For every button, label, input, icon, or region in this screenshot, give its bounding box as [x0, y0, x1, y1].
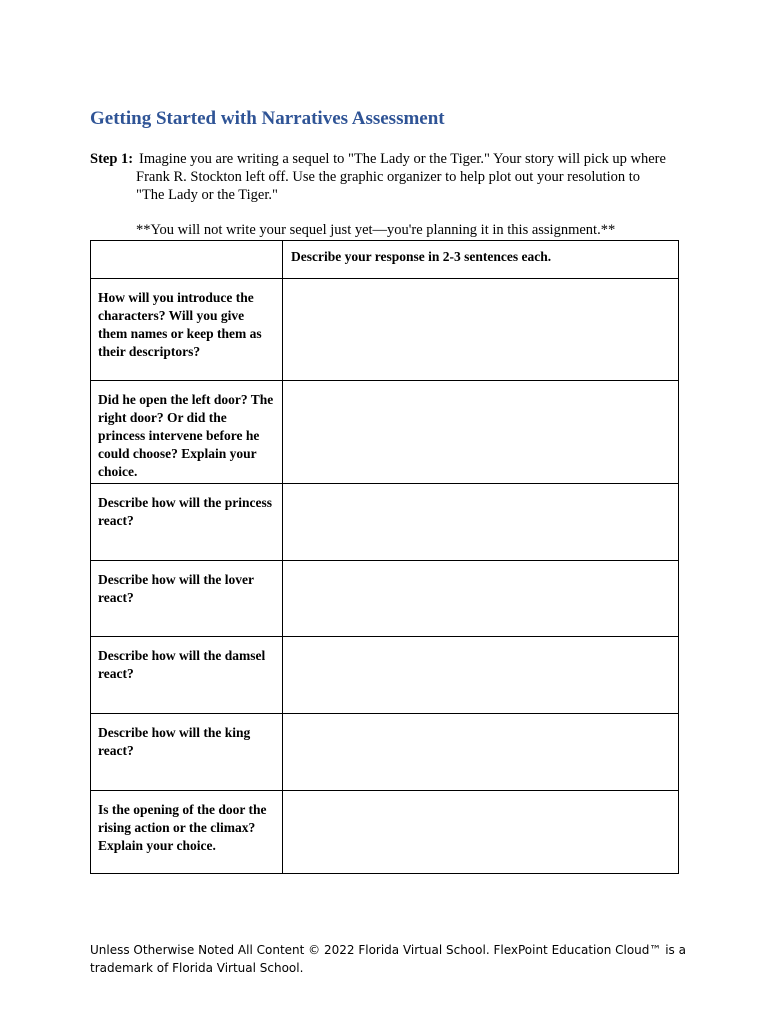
- header-left-cell: [91, 241, 283, 279]
- step-label: Step 1:: [90, 151, 134, 167]
- table-row: [91, 279, 679, 381]
- copyright-footer: Unless Otherwise Noted All Content © 2022 Florida Virtual School. FlexPoint Education Cloud™ is a trademark of Florida Virtual School.: [90, 943, 686, 975]
- question-cell: Describe how will the princess react?: [91, 484, 283, 561]
- graphic-organizer-table: [90, 240, 679, 874]
- question-cell: How will you introduce the characters? Will you give them names or keep them as their descriptors?: [91, 279, 283, 381]
- table-row: [91, 714, 679, 791]
- response-cell[interactable]: [283, 561, 679, 637]
- assignment-note: **You will not write your sequel just yet—you're planning it in this assignment.**: [136, 222, 616, 238]
- step-text: Imagine you are writing a sequel to "The Lady or the Tiger." Your story will pick up where Frank R. Stockton left off. Use the graphic organizer to help plot out your resolution to "The Lady or the Tiger.": [136, 151, 666, 203]
- page-title: Getting Started with Narratives Assessment: [90, 108, 445, 129]
- table-header-row: [91, 241, 679, 279]
- response-cell[interactable]: [283, 714, 679, 791]
- question-cell: Did he open the left door? The right door? Or did the princess intervene before he could choose? Explain your choice.: [91, 381, 283, 484]
- table-row: [91, 561, 679, 637]
- question-cell: Describe how will the lover react?: [91, 561, 283, 637]
- response-cell[interactable]: [283, 637, 679, 714]
- question-cell: Describe how will the king react?: [91, 714, 283, 791]
- table-row: [91, 484, 679, 561]
- response-cell[interactable]: [283, 381, 679, 484]
- question-cell: Describe how will the damsel react?: [91, 637, 283, 714]
- table-row: [91, 381, 679, 484]
- response-cell[interactable]: [283, 279, 679, 381]
- header-right-cell: Describe your response in 2-3 sentences each.: [283, 241, 679, 279]
- response-cell[interactable]: [283, 484, 679, 561]
- question-cell: Is the opening of the door the rising action or the climax? Explain your choice.: [91, 791, 283, 874]
- table-row: [91, 791, 679, 874]
- response-cell[interactable]: [283, 791, 679, 874]
- table-row: [91, 637, 679, 714]
